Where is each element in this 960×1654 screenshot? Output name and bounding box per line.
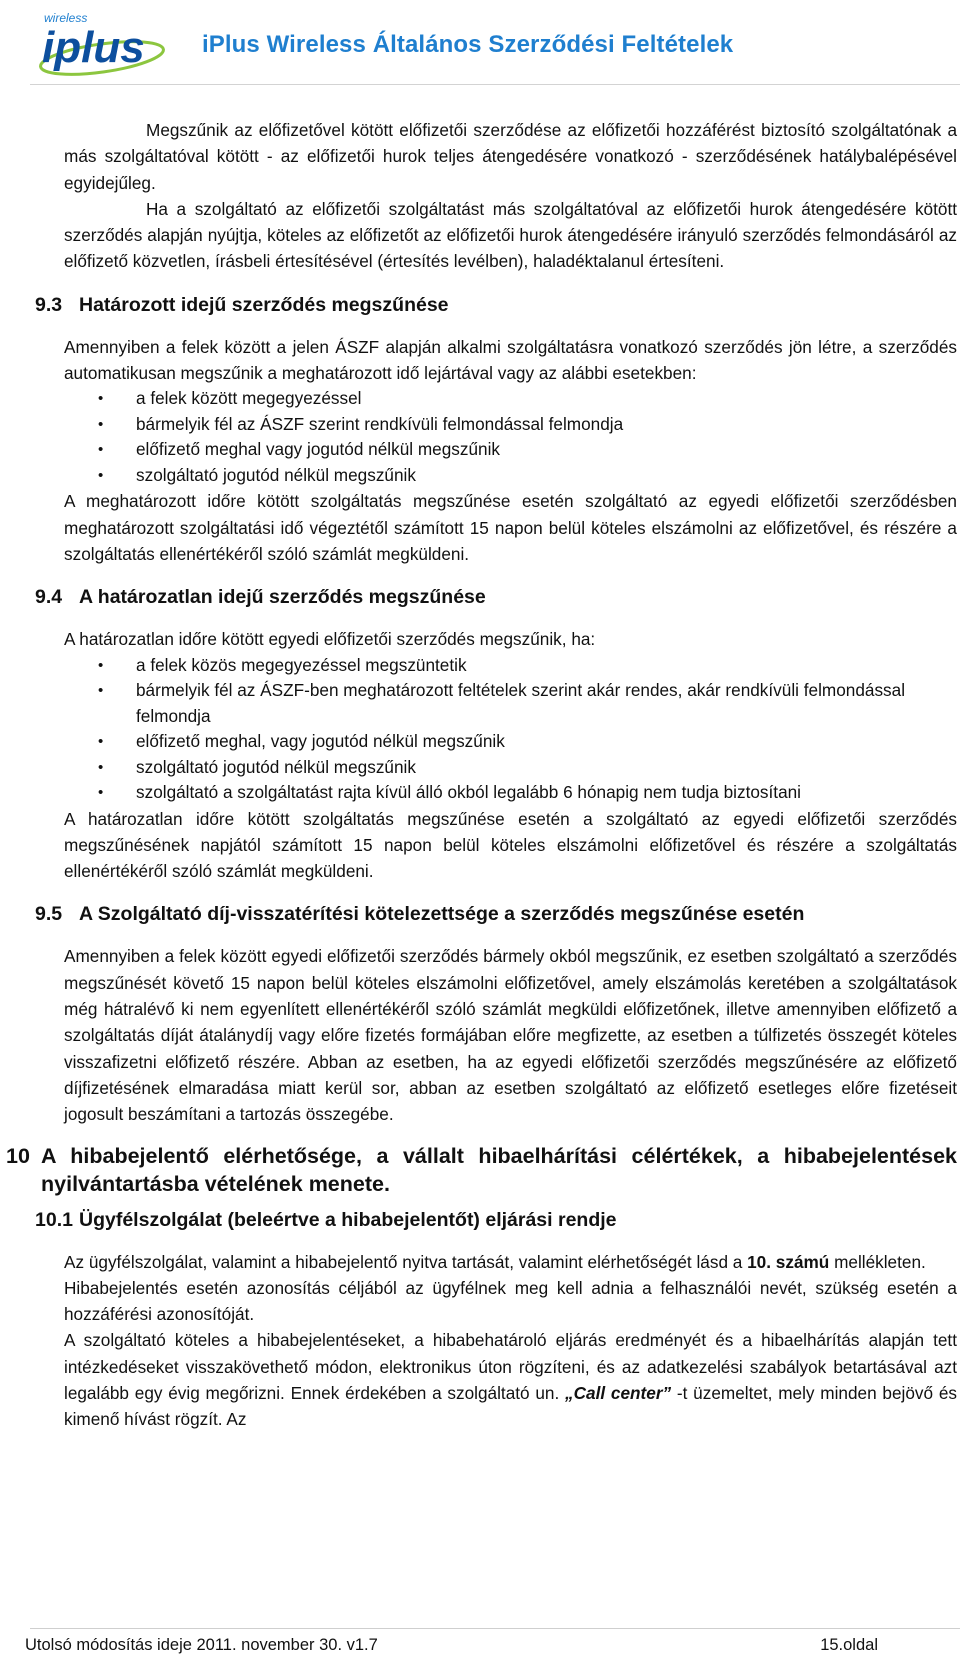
document-content xyxy=(6,117,958,1433)
chapter-title: A hibabejelentő elérhetősége, a vállalt hibaelhárítási célértékek, a hibabejelentések nyilvántartásba vételének menete. xyxy=(41,1143,957,1196)
header-title: iPlus Wireless Általános Szerződési Feltételek xyxy=(202,31,734,58)
text-run: Az ügyfélszolgálat, valamint a hibabejelentő nyitva tartását, valamint elérhetőségét lásd a xyxy=(64,1251,748,1272)
list-item: • szolgáltató jogutód nélkül megszűnik xyxy=(64,463,957,489)
bullet-list xyxy=(64,386,957,488)
footer-last-modified: Utolsó módosítás ideje 2011. november 30. v1.7 xyxy=(25,1636,378,1654)
section-title: Ügyfélszolgálat (beleértve a hibabejelentőt) eljárási rendje xyxy=(79,1208,617,1231)
section-heading-9-5 xyxy=(35,900,957,928)
paragraph: Megszűnik az előfizetővel kötött előfizetői szerződése az előfizetői hozzáférést biztosító szolgáltatónak a más szolgáltatóval kötött - az előfizetői hurok teljes átengedésére vonatkozó - szerződésének hatálybalépésével egyidejűleg. xyxy=(64,120,957,193)
paragraph: Amennyiben a felek között a jelen ÁSZF alapján alkalmi szolgáltatásra vonatkozó szerződés jön létre, a szerződés automatikusan megszűnik a meghatározott idő lejártával vagy az alábbi esetekben: xyxy=(64,336,957,384)
chapter-heading-10 xyxy=(6,1142,957,1198)
text-run: mellékleten. xyxy=(829,1251,926,1272)
list-item: • a felek közös megegyezéssel megszüntetik xyxy=(64,653,957,679)
text-run: A szolgáltató köteles a hibabejelentéseket, a hibabehatároló eljárás eredményét és a hibaelhárítás alapján tett intézkedéseket visszakövethető módon, elektronikus úton rögzíteni, és az adatkezelési szabályok betartásával azt legalább egy évig megőrizni. Ennek érdekében a szolgáltató un. xyxy=(64,1330,957,1404)
footer-divider xyxy=(30,1628,960,1629)
paragraph: A határozatlan időre kötött szolgáltatás megszűnése esetén a szolgáltató az egyedi előfizetői szerződés megszűnésének napjától számított 15 napon belül köteles elszámolni előfizetővel és részére a szolgáltatás ellenértékéről szóló számlát megküldeni. xyxy=(64,808,957,882)
bold-reference: 10. számú xyxy=(747,1251,830,1272)
svg-text:wireless: wireless xyxy=(44,11,88,25)
section-heading-10-1 xyxy=(35,1206,957,1234)
list-item: • előfizető meghal, vagy jogutód nélkül megszűnik xyxy=(64,729,957,755)
text-run: -t üzemeltet, mely minden bejövő és kimenő hívást rögzít. Az xyxy=(64,1383,958,1430)
paragraph: A meghatározott időre kötött szolgáltatás megszűnése esetén szolgáltató az egyedi előfizetői szerződésben meghatározott szolgáltatási idő végeztétől számított 15 napon belül köteles elszámolni az előfizetővel, és részére a szolgáltatás ellenértékéről szóló számlát megküldeni. xyxy=(64,491,957,564)
section-title: Határozott idejű szerződés megszűnése xyxy=(79,293,449,316)
call-center-term: „Call center” xyxy=(565,1383,672,1404)
list-item: • bármelyik fél az ÁSZF-ben meghatározott feltételek szerint akár rendes, akár rendkívüli felmondással felmondja xyxy=(64,678,957,729)
paragraph: Hibabejelentés esetén azonosítás céljából az ügyfélnek meg kell adnia a felhasználói nevét, szükség esetén a hozzáférési azonosítóját. xyxy=(64,1277,957,1325)
paragraph: Ha a szolgáltató az előfizetői szolgáltatást más szolgáltatóval az előfizetői hurok átengedésére kötött szerződés alapján nyújtja, köteles az előfizetőt az előfizetői hurok átengedésére irányuló szerződés felmondásáról az előfizető közvetlen, írásbeli értesítésével (értesítés levélben), haladéktalanul értesíteni. xyxy=(64,198,957,272)
list-item: • a felek között megegyezéssel xyxy=(64,386,957,412)
section-number: 9.5 xyxy=(35,903,63,926)
svg-text:iplus: iplus xyxy=(42,23,145,72)
chapter-number: 10 xyxy=(6,1143,30,1168)
footer-page-number: 15.oldal xyxy=(820,1636,878,1654)
paragraph: A határozatlan időre kötött egyedi előfizetői szerződés megszűnik, ha: xyxy=(64,629,596,650)
section-title: A Szolgáltató díj-visszatérítési kötelezettsége a szerződés megszűnése esetén xyxy=(79,903,805,926)
header-divider xyxy=(30,84,960,85)
list-item: • szolgáltató a szolgáltatást rajta kívül álló okból legalább 6 hónapig nem tudja biztosítani xyxy=(64,780,957,806)
list-item: • bármelyik fél az ÁSZF szerint rendkívüli felmondással felmondja xyxy=(64,412,957,438)
section-title: A határozatlan idejű szerződés megszűnése xyxy=(79,586,486,609)
section-number: 9.4 xyxy=(35,586,63,609)
section-heading-9-3 xyxy=(35,291,957,319)
section-number: 9.3 xyxy=(35,293,63,316)
page-header xyxy=(0,0,960,92)
section-heading-9-4 xyxy=(35,583,957,611)
section-number: 10.1 xyxy=(35,1208,73,1231)
bullet-list xyxy=(64,653,957,806)
paragraph xyxy=(64,1327,957,1432)
list-item: • előfizető meghal vagy jogutód nélkül megszűnik xyxy=(64,437,957,463)
list-item: • szolgáltató jogutód nélkül megszűnik xyxy=(64,755,957,781)
paragraph: Amennyiben a felek között egyedi előfizetői szerződés bármely okból megszűnik, ez esetben szolgáltató a szerződés megszűnését követő 15 napon belül köteles elszámolni előfizetővel, amely elszámolás keretében a szolgáltatások még hátralévő ki nem egyenlített ellenértékéről szóló számlát megküldi előfizetőnek, illetve amennyiben előfizető a szolgáltatás díját átalánydíj vagy előre fizetés formájában előre megfizette, az esetben a túlfizetés összegét köteles visszafizetni előfizető részére. Abban az esetben, ha az egyedi előfizetői szerződés megszűnésére az előfizető díjfizetésének elmaradása miatt kerül sor, abban az esetben szolgáltató az előfizető esetleges előre fizetéseit jogosult beszámítani a tartozás összegébe. xyxy=(64,946,957,1125)
iplus-wireless-logo xyxy=(36,8,168,82)
paragraph xyxy=(64,1249,957,1275)
